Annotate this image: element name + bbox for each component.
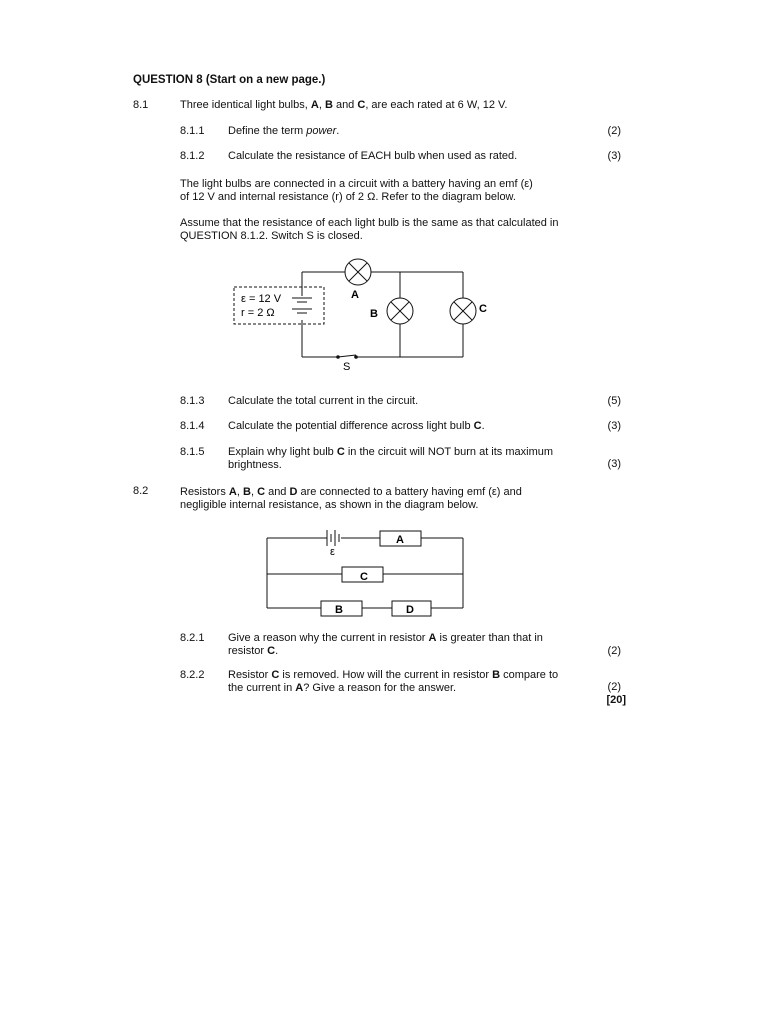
q81-para1-line1: The light bulbs are connected in a circuit with a battery having an emf (ε) (180, 178, 533, 190)
q811-text (228, 125, 339, 138)
q81-intro (180, 99, 507, 112)
switch-label: S (343, 361, 351, 373)
q81-para1-line2: of 12 V and internal resistance (r) of 2 Ω. Refer to the diagram below. (180, 191, 516, 203)
bulb-b-label: B (370, 308, 378, 320)
q815-line2: brightness. (228, 459, 282, 471)
q821-line1-post: is greater than that in (436, 632, 543, 644)
q822-line1-b2: B (492, 669, 501, 681)
q81-intro-and: and (332, 99, 358, 111)
q822-line2-pre: the current in (228, 682, 296, 694)
q81-para2-line1: Assume that the resistance of each light bulb is the same as that calculated in (180, 217, 559, 229)
q815-line1-post: in the circuit will NOT burn at its maximum (344, 446, 554, 458)
q814-number: 8.1.4 (180, 420, 205, 432)
q82-line2: negligible internal resistance, as shown in the diagram below. (180, 499, 479, 511)
q82-sep1: , (236, 486, 243, 498)
q814-marks: (3) (607, 420, 621, 432)
q811-marks: (2) (607, 125, 621, 137)
q811-text-em: power (306, 125, 337, 137)
q814-text-pre: Calculate the potential difference across light bulb (228, 420, 474, 432)
q81-intro-sep1: , (318, 99, 325, 111)
q815-marks: (3) (607, 458, 621, 470)
q822-line1-b: C (271, 669, 280, 681)
q813-text: Calculate the total current in the circuit. (228, 395, 419, 407)
internal-resistance-label: r = 2 Ω (241, 307, 275, 319)
q815-text (228, 446, 553, 472)
q815-number: 8.1.5 (180, 446, 205, 458)
q822-line2-post: ? Give a reason for the answer. (303, 682, 457, 694)
bulb-a-label: A (351, 289, 359, 301)
q821-text (228, 632, 543, 658)
q82-r-a: A (228, 486, 237, 498)
q821-line1-pre: Give a reason why the current in resistor (228, 632, 429, 644)
q82-line1-pre: Resistors (180, 486, 229, 498)
q821-number: 8.2.1 (180, 632, 205, 644)
q821-marks: (2) (607, 645, 621, 657)
q81-para2 (180, 217, 559, 243)
q812-number: 8.1.2 (180, 150, 205, 162)
q82-r-b: B (242, 486, 251, 498)
q814-text-post: . (481, 420, 485, 432)
q82-number: 8.2 (133, 485, 149, 497)
q821-line1-b: A (428, 632, 437, 644)
q81-intro-post: , are each rated at 6 W, 12 V. (365, 99, 508, 111)
q813-marks: (5) (607, 395, 621, 407)
circuit-diagram-1 (220, 250, 500, 380)
q822-marks: (2) (607, 681, 621, 693)
q812-marks: (3) (607, 150, 621, 162)
q822-line1-pre: Resistor (228, 669, 272, 681)
question-title: QUESTION 8 (Start on a new page.) (133, 74, 326, 86)
q814-text-b: C (473, 420, 482, 432)
emf-symbol: ε (330, 546, 335, 558)
q82-line1-post: are connected to a battery having emf (ε) and (297, 486, 522, 498)
q812-text: Calculate the resistance of EACH bulb when used as rated. (228, 150, 518, 162)
q82-r-d: D (289, 486, 298, 498)
circuit-diagram-2 (260, 525, 475, 620)
q82-intro (180, 486, 522, 512)
q81-para1 (180, 178, 533, 204)
q821-line2-pre: resistor (228, 645, 268, 657)
q813-number: 8.1.3 (180, 395, 205, 407)
q811-text-pre: Define the term (228, 125, 307, 137)
q811-number: 8.1.1 (180, 125, 205, 137)
q822-number: 8.2.2 (180, 669, 205, 681)
q82-sep2: , (250, 486, 258, 498)
q811-text-post: . (336, 125, 340, 137)
q81-intro-pre: Three identical light bulbs, (180, 99, 311, 111)
resistor-b-label: B (335, 604, 343, 616)
emf-label: ε = 12 V (241, 293, 282, 305)
q822-line1-post: compare to (500, 669, 559, 681)
q821-line2-post: . (275, 645, 279, 657)
q822-text (228, 669, 558, 695)
q82-r-c: C (257, 486, 266, 498)
q81-intro-a: A (310, 99, 319, 111)
q81-para2-line2: QUESTION 8.1.2. Switch S is closed. (180, 230, 363, 242)
resistor-d-label: D (406, 604, 414, 616)
resistor-c-label: C (360, 571, 368, 583)
q822-line2-b: A (295, 682, 304, 694)
q814-text (228, 420, 485, 433)
q822-line1-mid: is removed. How will the current in resistor (279, 669, 493, 681)
q81-number: 8.1 (133, 99, 149, 111)
total-marks: [20] (606, 694, 626, 706)
q815-line1-pre: Explain why light bulb (228, 446, 337, 458)
resistor-a-label: A (396, 534, 404, 546)
q82-sep3: and (265, 486, 290, 498)
q81-intro-b: B (324, 99, 333, 111)
q821-line2-b: C (267, 645, 276, 657)
q815-line1-b: C (336, 446, 345, 458)
q81-intro-c: C (357, 99, 366, 111)
bulb-c-label: C (479, 303, 487, 315)
